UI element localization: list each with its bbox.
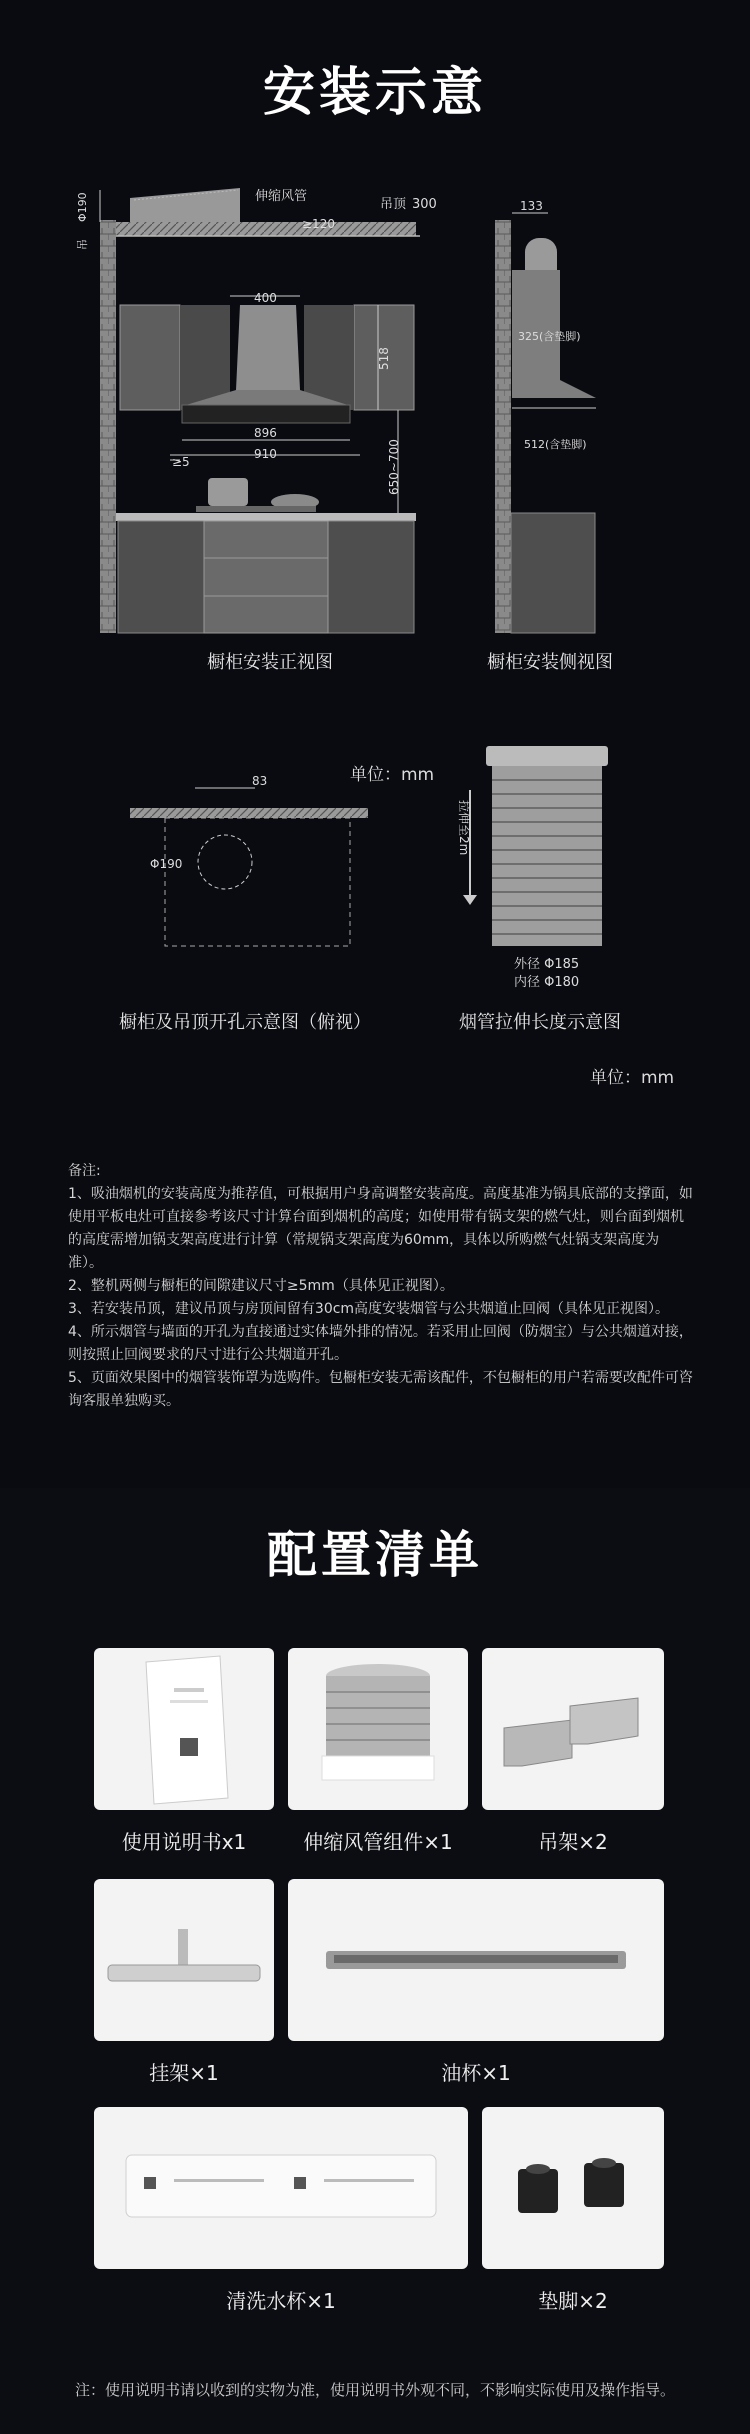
hanger-icon (94, 1879, 274, 2041)
width-896-label: 896 (254, 426, 277, 440)
top-83-label: 83 (252, 774, 268, 788)
item-label-manual: 使用说明书x1 (121, 1830, 247, 1854)
note-item-1: 1、吸油烟机的安装高度为推荐值，可根据用户身高调整安装高度。高度基准为锅具底部的支撑面，如使用平板电灶可直接参考该尺寸计算台面到烟机的高度；如使用带有锅支架的燃气灶，则台面到烟机的高度需增加锅支架高度进行计算（常规锅支架高度为60mm，具体以所购燃气灶锅支架高度为准）。 (68, 1186, 693, 1271)
oil-cup-icon (288, 1879, 664, 2041)
gap-5-label: ≥5 (172, 455, 190, 469)
pot (208, 478, 248, 506)
top-hole (198, 835, 252, 889)
foot-pad-icon (482, 2107, 664, 2269)
gap-120-label: ≥120 (302, 217, 335, 231)
item-label-bracket: 吊架×2 (538, 1830, 608, 1854)
front-view-diagram (0, 0, 750, 1080)
item-card-hanger (94, 1879, 274, 2041)
flex-duct-top (130, 188, 240, 222)
diameter-190-label: Φ190 (76, 192, 89, 222)
note-item-5: 5、页面效果图中的烟管装饰罩为选购件。包橱柜安装无需该配件，不包橱柜的用户若需要改配件可咨询客服单独购买。 (68, 1370, 693, 1409)
item-label-water-cup: 清洗水杯×1 (226, 2289, 336, 2313)
duct-outer-label: 外径 Φ185 (514, 957, 580, 972)
item-card-water-cup (94, 2107, 468, 2269)
side-133-label: 133 (520, 199, 543, 213)
base-cabinet-side (511, 513, 595, 633)
side-325-label: 325(含垫脚) (518, 330, 581, 343)
duct-label: 伸缩风管 (255, 189, 308, 204)
duct-inner-label: 内径 Φ180 (514, 975, 580, 990)
item-label-duct: 伸缩风管组件×1 (303, 1830, 453, 1854)
top-190-label: Φ190 (150, 857, 183, 871)
note-item-3: 3、若安装吊顶，建议吊顶与房顶间留有30cm高度安装烟管与公共烟道止回阀（具体见正视图）。 (68, 1301, 670, 1317)
ceiling-label: 吊顶 (380, 197, 407, 212)
hang-label: 吊 (76, 239, 89, 250)
height-518-label: 518 (377, 347, 391, 370)
height-650-label: 650~700 (387, 439, 401, 495)
duct-caption: 烟管拉伸长度示意图 (459, 1012, 621, 1033)
unit-label-top: 单位：mm (350, 765, 435, 785)
side-512-label: 512(含垫脚) (524, 438, 587, 451)
note-item-4: 4、所示烟管与墙面的开孔为直接通过实体墙外排的情况。若采用止回阀（防烟宝）与公共烟道对接，则按照止回阀要求的尺寸进行公共烟道开孔。 (68, 1324, 693, 1363)
water-cup-icon (94, 2107, 468, 2269)
top-slab (130, 808, 368, 818)
item-label-foot-pad: 垫脚×2 (538, 2289, 608, 2313)
bracket-icon (482, 1648, 664, 1810)
ceiling-value: 300 (412, 197, 437, 212)
notes-block (68, 1160, 694, 1413)
upper-cabinet-left (120, 305, 180, 410)
side-view-caption: 橱柜安装侧视图 (487, 652, 613, 673)
width-910-label: 910 (254, 447, 277, 461)
item-label-hanger: 挂架×1 (149, 2061, 219, 2085)
notes-heading: 备注: (68, 1163, 101, 1179)
item-label-oil-cup: 油杯×1 (441, 2061, 511, 2085)
ceiling-slab (116, 222, 416, 236)
note-item-2: 2、整机两侧与橱柜的间隙建议尺寸≥5mm（具体见正视图）。 (68, 1278, 454, 1294)
width-400-label: 400 (254, 291, 277, 305)
item-card-duct (288, 1648, 468, 1810)
duct-top-cap (486, 746, 608, 766)
item-card-bracket (482, 1648, 664, 1810)
wall-left (100, 220, 116, 633)
packing-title: 配置清单 (267, 1526, 483, 1584)
item-card-manual (94, 1648, 274, 1810)
duct-icon (288, 1648, 468, 1810)
install-title: 安装示意 (262, 63, 487, 123)
packing-footnote: 注：使用说明书请以收到的实物为准，使用说明书外观不同，不影响实际使用及操作指导。 (74, 2381, 675, 2399)
countertop (116, 513, 416, 521)
item-card-oil-cup (288, 1879, 664, 2041)
item-card-foot-pad (482, 2107, 664, 2269)
range-hood-chimney (236, 305, 300, 390)
front-view-caption: 橱柜安装正视图 (207, 652, 333, 673)
unit-label-bottom: 单位：mm (590, 1068, 675, 1088)
wall-side (495, 220, 511, 633)
range-hood-panel (182, 405, 350, 423)
top-view-caption: 橱柜及吊顶开孔示意图（俯视） (119, 1012, 371, 1033)
duct-stretch-label: 拉伸至2m (457, 800, 471, 856)
manual-icon (94, 1648, 274, 1810)
